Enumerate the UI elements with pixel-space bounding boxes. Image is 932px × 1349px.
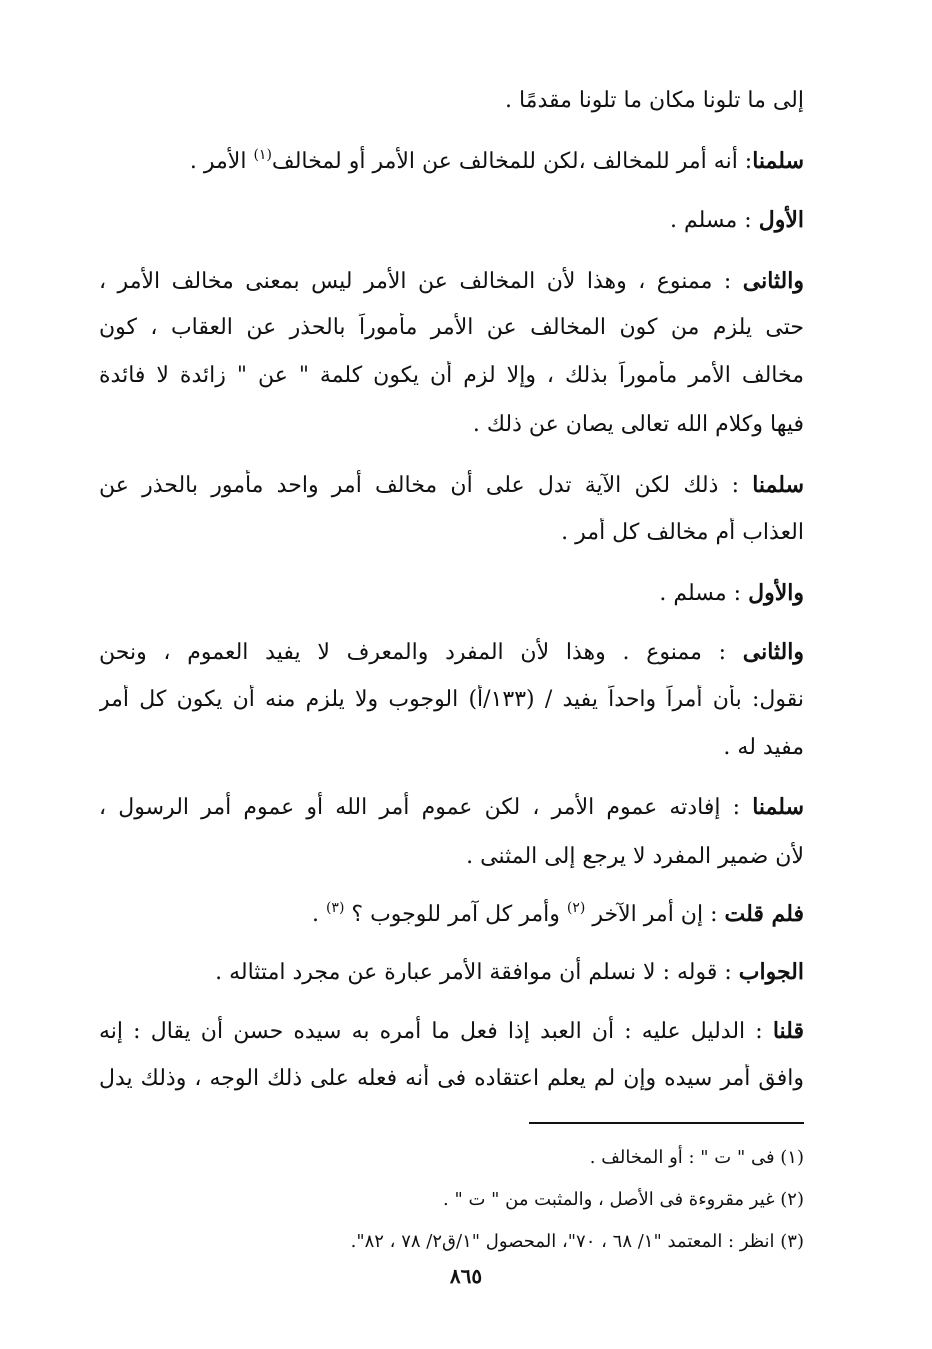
text-run: وأمر كل آمر للوجوب ؟ — [344, 902, 567, 927]
text-line — [99, 1016, 804, 1046]
footnote-separator — [529, 1122, 804, 1124]
text-line — [99, 842, 804, 872]
text-run: : قوله : لا نسلم أن موافقة الأمر عبارة عن مجرد امتثاله . — [215, 960, 739, 985]
text-run: : إفادته عموم الأمر ، لكن عموم أمر الله أو عموم أمر الرسول ، — [99, 795, 753, 820]
text-line — [99, 733, 804, 763]
paragraph-lead: والثانى — [742, 639, 804, 665]
footnote-marker: (٢) — [566, 900, 586, 916]
page-number: ٨٦٥ — [449, 1264, 483, 1288]
text-line — [99, 518, 804, 548]
text-line — [99, 957, 804, 987]
footnote-text: (٣) انظر : المعتمد "١/ ٦٨ ، ٧٠"، المحصول "١/ق٢/ ٧٨ ، ٨٢". — [350, 1231, 804, 1252]
text-line — [99, 899, 804, 929]
footnote — [99, 1187, 804, 1213]
text-run: : ذلك لكن الآية تدل على أن مخالف أمر واحد مأمور بالحذر عن — [99, 473, 753, 498]
text-run: : مسلم . — [659, 581, 749, 606]
paragraph-lead: الجواب — [738, 959, 804, 985]
paragraph-lead: سلمنا — [752, 472, 804, 498]
text-run: حتى يلزم من كون المخالف عن الأمر مأموراً بالحذر عن العقاب ، كون — [99, 315, 804, 340]
paragraph-lead: الأول — [758, 207, 804, 233]
text-line — [99, 792, 804, 822]
text-line — [99, 205, 804, 235]
text-run: إلى ما تلونا مكان ما تلونا مقدمًا . — [504, 88, 804, 113]
paragraph-lead: سلمنا — [752, 148, 804, 174]
text-line — [99, 470, 804, 500]
text-run: : مسلم . — [669, 208, 759, 233]
paragraph-lead: والثانى — [742, 268, 804, 294]
text-run: العذاب أم مخالف كل أمر . — [561, 520, 804, 545]
text-line — [99, 685, 804, 715]
text-line — [99, 86, 804, 116]
text-run: الأمر . — [189, 149, 254, 174]
text-run: نقول: بأن أمراً واحداً يفيد / (١٣٣/أ) الوجوب ولا يلزم منه أن يكون كل أمر — [99, 687, 804, 712]
footnote — [99, 1229, 804, 1255]
text-run: مخالف الأمر مأموراً بذلك ، وإلا لزم أن يكون كلمة " عن " زائدة لا فائدة — [99, 363, 804, 388]
text-line — [99, 637, 804, 667]
text-line — [99, 578, 804, 608]
footnote-marker: (١) — [253, 147, 272, 163]
text-line — [99, 1064, 804, 1094]
text-run: لأن ضمير المفرد لا يرجع إلى المثنى . — [466, 844, 804, 869]
text-line — [99, 313, 804, 343]
text-run: . — [311, 902, 326, 927]
footnote — [99, 1145, 804, 1171]
text-run: : ممنوع ، وهذا لأن المخالف عن الأمر ليس بمعنى مخالف الأمر ، — [99, 269, 743, 294]
text-run: مفيد له . — [723, 735, 804, 760]
footnote-text: (٢) غير مقروءة فى الأصل ، والمثبت من " ت " . — [443, 1189, 804, 1210]
paragraph-lead: فلم قلت — [724, 901, 804, 927]
paragraph-lead: سلمنا — [752, 794, 804, 820]
footnote-marker: (٣) — [325, 900, 345, 916]
text-line — [99, 266, 804, 296]
paragraph-lead: والأول — [748, 580, 804, 606]
text-run: : ممنوع . وهذا لأن المفرد والمعرف لا يفيد العموم ، ونحن — [99, 640, 743, 665]
text-run: : الدليل عليه : أن العبد إذا فعل ما أمره به سيده حسن أن يقال : إنه — [99, 1019, 773, 1044]
text-run: وافق أمر سيده وإن لم يعلم اعتقاده فى أنه فعله على ذلك الوجه ، وذلك يدل — [99, 1066, 804, 1091]
footnote-text: (١) فى " ت " : أو المخالف . — [589, 1147, 804, 1168]
paragraph-lead: قلنا — [772, 1018, 804, 1044]
text-line — [99, 410, 804, 440]
text-line — [99, 146, 804, 176]
text-run: : أنه أمر للمخالف ،لكن للمخالف عن الأمر أو لمخالف — [271, 149, 753, 174]
text-run: : إن أمر الآخر — [585, 902, 725, 927]
text-run: فيها وكلام الله تعالى يصان عن ذلك . — [472, 412, 804, 437]
text-line — [99, 361, 804, 391]
